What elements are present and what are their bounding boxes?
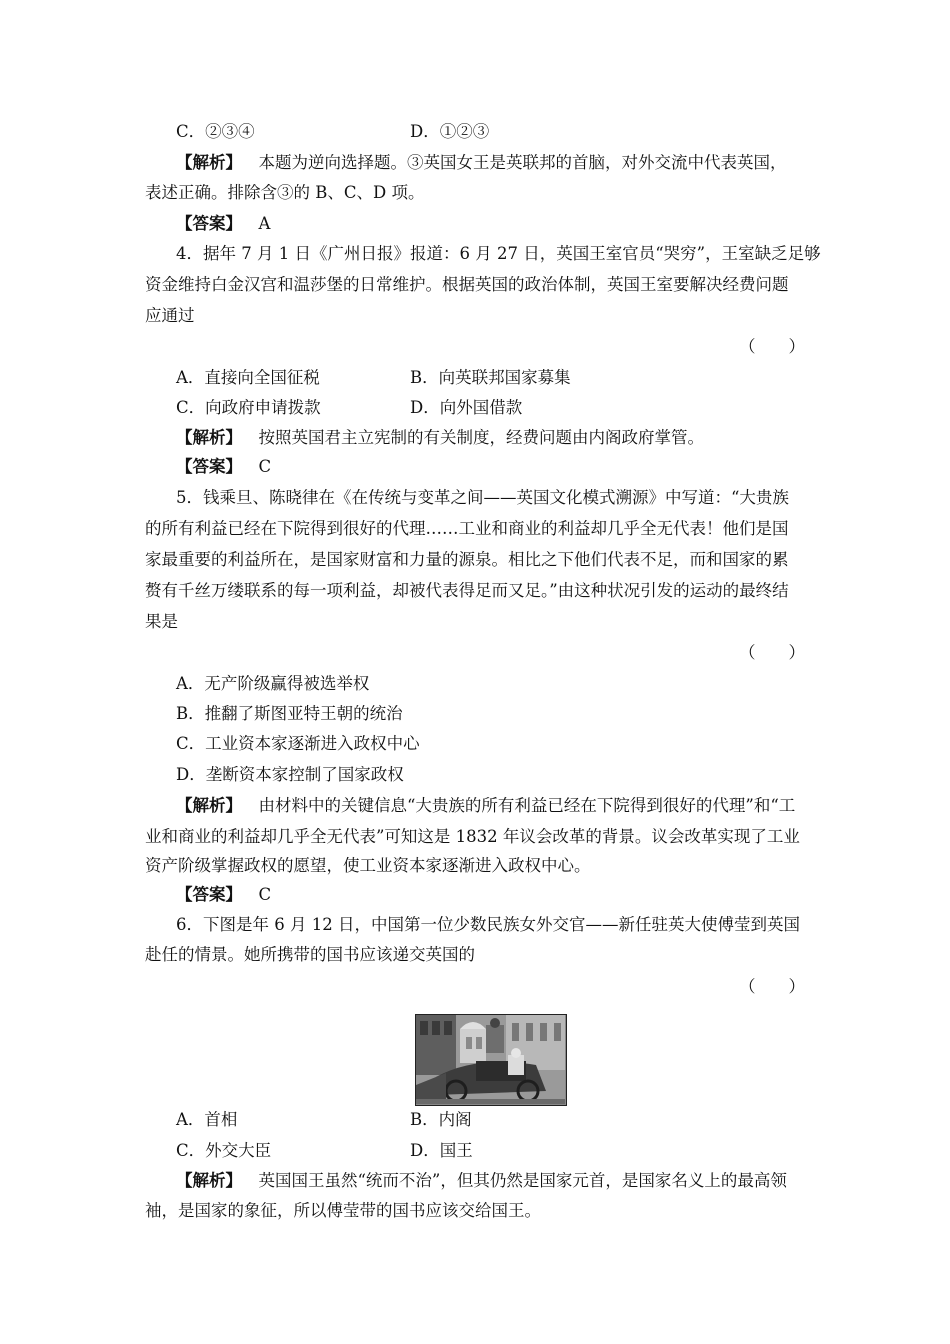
q4-analysis [176,423,836,453]
answer-tag: 【答案】 [176,885,242,904]
q5-stem-2: 的所有利益已经在下院得到很好的代理……工业和商业的利益却几乎全无代表！他们是国 [145,519,789,538]
q6-answer-blank: （ ） [739,977,805,996]
q3-analysis-cont: 表述正确。排除含③的 B、C、D 项。 [145,183,425,202]
q3-answer [176,209,836,239]
q6-option-d: D．国王 [410,1141,473,1160]
q5-stem-3: 家最重要的利益所在，是国家财富和力量的源泉。相比之下他们代表不足，而和国家的累 [145,550,789,569]
analysis-tag: 【解析】 [176,428,242,447]
q6-analysis-cont: 袖，是国家的象征，所以傅莹带的国书应该交给国王。 [145,1201,541,1220]
analysis-text: 按照英国君主立宪制的有关制度，经费问题由内阁政府掌管。 [258,428,704,447]
q3-option-d: D．①②③ [410,122,490,141]
q3-option-c: C．②③④ [176,122,255,141]
q5-analysis-cont-2: 资产阶级掌握政权的愿望，使工业资本家逐渐进入政权中心。 [145,856,591,875]
q4-option-c: C．向政府申请拨款 [176,398,321,417]
q4-answer-blank: （ ） [739,337,805,356]
q3-analysis [176,148,836,178]
q5-analysis [176,791,836,821]
answer-value: C [258,885,272,904]
answer-value: A [258,214,271,233]
q5-stem-1: 5．钱乘旦、陈晓律在《在传统与变革之间——英国文化模式溯源》中写道：“大贵族 [176,488,789,507]
q5-option-a: A．无产阶级赢得被选举权 [176,674,370,693]
carriage-photo [415,1014,567,1106]
q4-option-a: A．直接向全国征税 [176,368,320,387]
q5-option-b: B．推翻了斯图亚特王朝的统治 [176,704,403,723]
q6-option-a: A．首相 [176,1110,238,1129]
q6-stem-1: 6．下图是年 6 月 12 日，中国第一位少数民族女外交官——新任驻英大使傅莹到英国 [176,915,800,934]
q6-stem-2: 赴任的情景。她所携带的国书应该递交英国的 [145,945,475,964]
q5-option-d: D．垄断资本家控制了国家政权 [176,765,404,784]
q5-answer [176,880,836,910]
answer-tag: 【答案】 [176,457,242,476]
analysis-text: 由材料中的关键信息“大贵族的所有利益已经在下院得到很好的代理”和“工 [258,796,796,815]
answer-tag: 【答案】 [176,214,242,233]
analysis-tag: 【解析】 [176,153,242,172]
q4-stem-1: 4．据年 7 月 1 日《广州日报》报道：6 月 27 日，英国王室官员“哭穷”，王室缺乏足够 [176,244,821,263]
analysis-tag: 【解析】 [176,1171,242,1190]
q5-analysis-cont-1: 业和商业的利益却几乎全无代表”可知这是 1832 年议会改革的背景。议会改革实现了工业 [145,827,800,846]
analysis-tag: 【解析】 [176,796,242,815]
q5-stem-5: 果是 [145,612,178,631]
analysis-text: 英国国王虽然“统而不治”，但其仍然是国家元首，是国家名义上的最高领 [258,1171,787,1190]
q5-answer-blank: （ ） [739,643,805,662]
q4-option-d: D．向外国借款 [410,398,523,417]
q4-stem-3: 应通过 [145,306,195,325]
q4-answer [176,452,836,482]
q5-stem-4: 赘有千丝万缕联系的每一项利益，却被代表得足而又足。”由这种状况引发的运动的最终结 [145,581,789,600]
q6-option-b: B．内阁 [410,1110,472,1129]
q6-option-c: C．外交大臣 [176,1141,272,1160]
q5-option-c: C．工业资本家逐渐进入政权中心 [176,734,420,753]
q6-analysis [176,1166,836,1196]
analysis-text: 本题为逆向选择题。③英国女王是英联邦的首脑，对外交流中代表英国， [258,153,787,172]
q4-option-b: B．向英联邦国家募集 [410,368,571,387]
q4-stem-2: 资金维持白金汉宫和温莎堡的日常维护。根据英国的政治体制，英国王室要解决经费问题 [145,275,789,294]
answer-value: C [258,457,272,476]
